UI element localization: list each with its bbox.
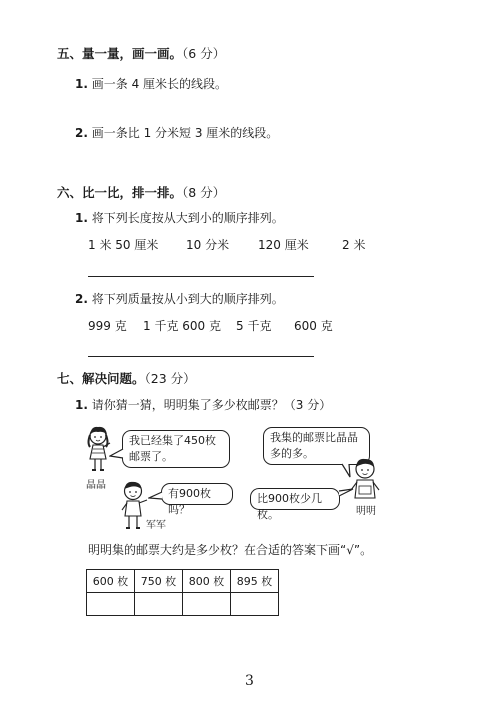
name-junjun: 军军	[146, 520, 166, 531]
speech-tail-icon	[109, 448, 125, 460]
option-cell: 800 枚	[183, 570, 231, 593]
speech-bubble-junjun: 有900枚吗？	[161, 483, 233, 505]
answer-cell[interactable]	[87, 593, 135, 616]
question-text: 画一条 4 厘米长的线段。	[91, 77, 228, 91]
question-6-2	[75, 290, 284, 307]
length-item: 10 分米	[186, 238, 230, 252]
answer-cell[interactable]	[231, 593, 279, 616]
answer-line[interactable]	[88, 356, 314, 357]
section-7-title: 七、解决问题。	[57, 371, 145, 386]
option-cell: 600 枚	[87, 570, 135, 593]
question-text: 将下列长度按从大到小的顺序排列。	[91, 211, 284, 225]
speech-tail-icon	[148, 490, 164, 502]
section-5-title: 五、量一量，画一画。	[57, 46, 183, 61]
mass-item: 5 千克	[236, 319, 272, 333]
question-number: 1.	[75, 77, 88, 91]
section-7-heading	[57, 369, 196, 387]
page-number: 3	[245, 673, 254, 689]
question-number: 2.	[75, 292, 88, 306]
question-text: 请你猜一猜，明明集了多少枚邮票？（3 分）	[91, 398, 332, 412]
table-instruction: 明明集的邮票大约是多少枚？在合适的答案下画“√”。	[88, 543, 373, 557]
section-6-points: （8 分）	[182, 185, 226, 200]
name-mingming: 明明	[356, 506, 376, 517]
question-number: 1.	[75, 211, 88, 225]
length-item: 1 米 50 厘米	[88, 238, 159, 252]
question-5-2	[75, 124, 278, 141]
question-number: 2.	[75, 126, 88, 140]
question-7-1	[75, 396, 331, 413]
section-6-heading	[57, 183, 225, 201]
option-cell: 750 枚	[135, 570, 183, 593]
table-row-options	[87, 570, 279, 593]
mass-item: 1 千克 600 克	[143, 319, 221, 333]
section-5-points: （6 分）	[182, 46, 226, 61]
table-row-answers	[87, 593, 279, 616]
answer-cell[interactable]	[135, 593, 183, 616]
section-6-title: 六、比一比，排一排。	[57, 185, 183, 200]
question-text: 画一条比 1 分米短 3 厘米的线段。	[91, 126, 279, 140]
mass-item: 999 克	[88, 319, 127, 333]
section-7-points: （23 分）	[144, 371, 196, 386]
answer-table	[86, 569, 279, 616]
length-item: 2 米	[342, 238, 366, 252]
answer-line[interactable]	[88, 276, 314, 277]
answer-cell[interactable]	[183, 593, 231, 616]
boy-mingming-figure	[348, 456, 382, 500]
question-5-1	[75, 75, 227, 92]
question-6-1	[75, 209, 284, 226]
length-item: 120 厘米	[258, 238, 309, 252]
question-number: 1.	[75, 398, 88, 412]
speech-bubble-mingming-bottom: 比900枚少几枚。	[250, 488, 340, 510]
name-jingjing: 晶晶	[86, 480, 106, 491]
mass-item: 600 克	[294, 319, 333, 333]
speech-bubble-jingjing: 我已经集了450枚邮票了。	[122, 430, 230, 468]
speech-bubble-mingming-top: 我集的邮票比晶晶多的多。	[263, 427, 370, 465]
option-cell: 895 枚	[231, 570, 279, 593]
section-5-heading	[57, 44, 225, 62]
question-text: 将下列质量按从小到大的顺序排列。	[91, 292, 284, 306]
